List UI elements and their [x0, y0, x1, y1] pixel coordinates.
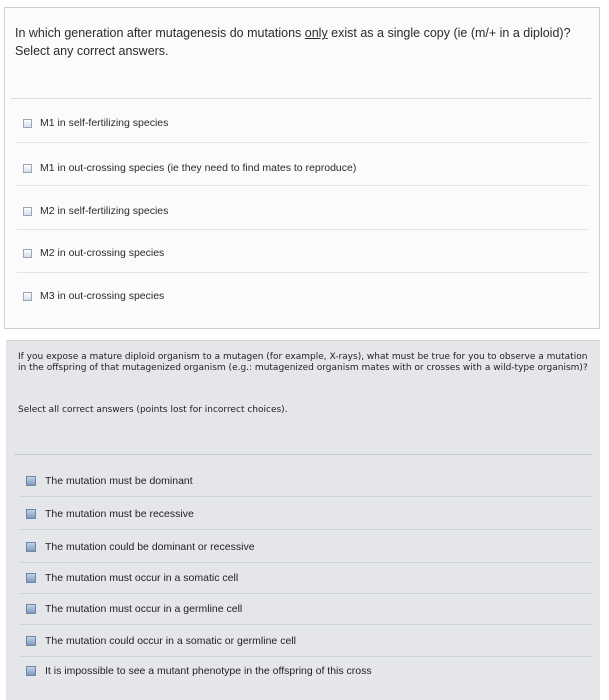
option-label: M2 in out-crossing species [40, 247, 165, 259]
option-divider [20, 593, 592, 594]
checkbox[interactable] [26, 542, 36, 552]
checkbox[interactable] [23, 119, 32, 128]
q2-option-dominant-or-recessive[interactable] [26, 538, 255, 556]
q2-option-impossible[interactable] [26, 662, 372, 680]
option-divider [20, 656, 592, 657]
question-1-instruction: Select any correct answers. [15, 44, 169, 58]
option-divider [20, 496, 592, 497]
option-divider [17, 229, 589, 230]
q1-option-m3-outcross[interactable] [23, 287, 164, 305]
question-2-instruction: Select all correct answers (points lost for incorrect choices). [18, 405, 288, 415]
option-divider [17, 185, 589, 186]
question-1-emphasis: only [304, 26, 328, 40]
checkbox[interactable] [23, 292, 32, 301]
q2-option-germline-cell[interactable] [26, 600, 242, 618]
option-divider [17, 142, 589, 143]
option-label: M1 in out-crossing species (ie they need to find mates to reproduce) [40, 162, 357, 174]
option-label: It is impossible to see a mutant phenotype in the offspring of this cross [45, 665, 372, 677]
q2-option-somatic-cell[interactable] [26, 569, 238, 587]
question-1-text-before: In which generation after mutagenesis do mutations [15, 26, 305, 40]
option-label: M2 in self-fertilizing species [40, 205, 169, 217]
question-1-prompt [15, 24, 590, 60]
q1-option-m1-outcross[interactable] [23, 159, 356, 177]
option-label: The mutation must occur in a germline cell [45, 603, 243, 615]
q2-option-must-be-recessive[interactable] [26, 505, 194, 523]
question-2-card [6, 340, 600, 700]
checkbox[interactable] [26, 509, 36, 519]
q1-option-m2-self[interactable] [23, 202, 168, 220]
q2-option-must-be-dominant[interactable] [26, 472, 193, 490]
checkbox[interactable] [26, 666, 36, 676]
option-label: The mutation must be dominant [45, 475, 193, 487]
divider [11, 98, 591, 99]
option-label: The mutation could be dominant or recessive [45, 541, 255, 553]
checkbox[interactable] [26, 636, 36, 646]
option-label: The mutation could occur in a somatic or germline cell [45, 635, 296, 647]
q2-option-somatic-or-germline[interactable] [26, 632, 296, 650]
option-label: M1 in self-fertilizing species [40, 117, 169, 129]
option-divider [17, 272, 589, 273]
checkbox[interactable] [23, 207, 32, 216]
checkbox[interactable] [26, 573, 36, 583]
question-1-card [4, 7, 600, 329]
option-divider [20, 529, 592, 530]
question-2-text: If you expose a mature diploid organism to a mutagen (for example, X-rays), what must be true for you to observe a mutation in the offspring of that mutagenized organism (e.g.: mutagenized organism mates with or crosses with a wild-type organism)? [18, 352, 588, 373]
option-label: The mutation must be recessive [45, 508, 194, 520]
divider [14, 454, 592, 455]
q1-option-m2-outcross[interactable] [23, 244, 164, 262]
checkbox[interactable] [26, 476, 36, 486]
q1-option-m1-self[interactable] [23, 114, 168, 132]
option-divider [20, 562, 592, 563]
checkbox[interactable] [23, 249, 32, 258]
option-label: M3 in out-crossing species [40, 290, 165, 302]
option-label: The mutation must occur in a somatic cell [45, 572, 239, 584]
checkbox[interactable] [26, 604, 36, 614]
option-divider [20, 624, 592, 625]
question-1-text-after: exist as a single copy (ie (m/+ in a diploid)? [327, 26, 571, 40]
checkbox[interactable] [23, 164, 32, 173]
